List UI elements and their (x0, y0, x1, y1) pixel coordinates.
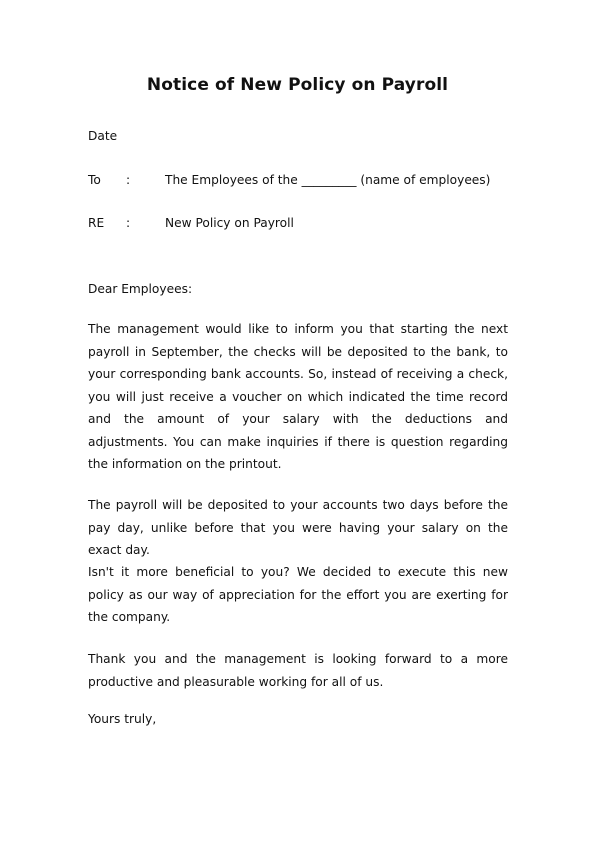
body-paragraph-4: Thank you and the management is looking forward to a more productive and pleasurable working for all of us. (88, 652, 508, 689)
salutation: Dear Employees: (88, 282, 193, 296)
body-paragraph-2: The payroll will be deposited to your accounts two days before the pay day, unlike before that you were having your salary on the exact day. (88, 498, 508, 557)
re-separator: : (126, 216, 131, 230)
re-label: RE (88, 216, 105, 230)
date-label: Date (88, 129, 118, 143)
page-title: Notice of New Policy on Payroll (146, 75, 449, 95)
re-value: New Policy on Payroll (165, 216, 294, 230)
body-paragraph-3: Isn't it more beneficial to you? We decided to execute this new policy as our way of appreciation for the effort you are exerting for the company. (88, 565, 508, 624)
body-paragraph-1: The management would like to inform you that starting the next payroll in September, the checks will be deposited to the bank, to your corresponding bank accounts. So, instead of receiving a check, you will just receive a voucher on which indicated the time record and the amount of your salary with the deductions and adjustments. You can make inquiries if there is question regarding the information on the printout. (88, 322, 508, 471)
closing: Yours truly, (88, 712, 157, 726)
to-label: To (88, 173, 101, 187)
to-separator: : (126, 173, 131, 187)
to-value: The Employees of the _________ (name of employees) (165, 173, 491, 187)
